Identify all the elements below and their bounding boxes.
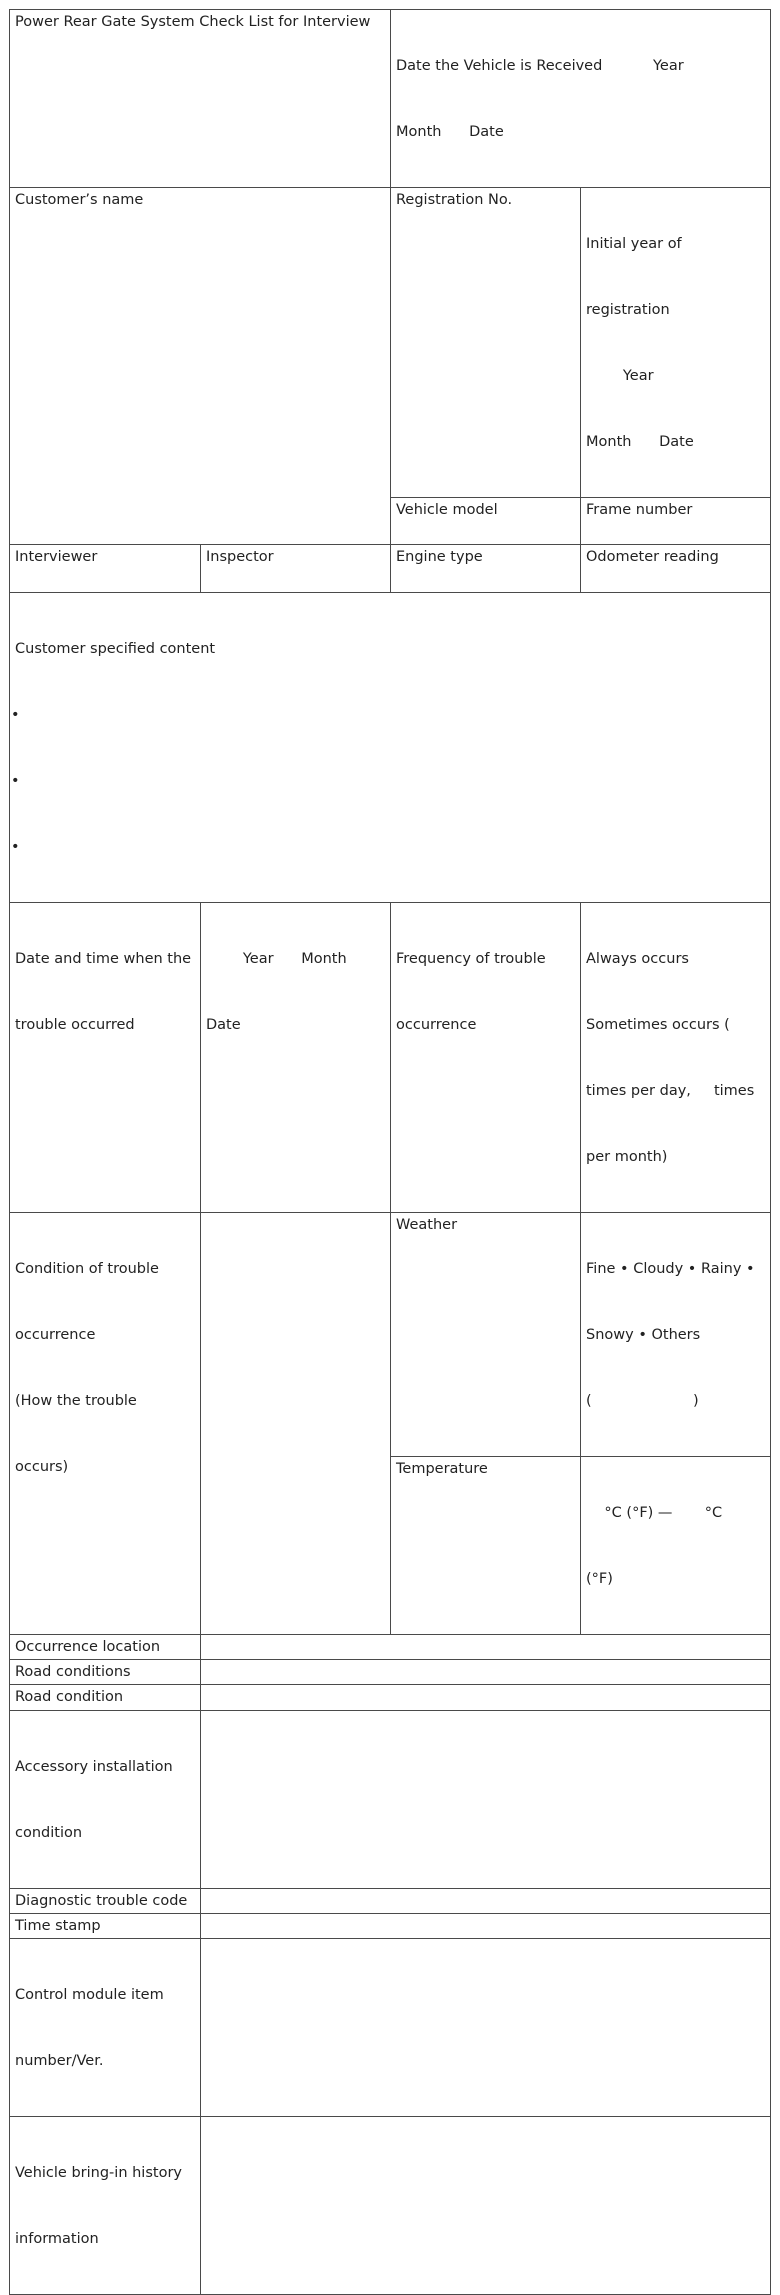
odometer-field[interactable]: Odometer reading (581, 545, 771, 593)
road-condition-field[interactable] (201, 1685, 771, 1711)
trouble-date-label-line-1: Date and time when the (15, 951, 192, 967)
time-stamp-field[interactable] (201, 1914, 771, 1939)
date-received-cell (391, 10, 771, 188)
bullet-1 (11, 704, 765, 726)
bullet-3 (11, 836, 765, 858)
interviewer-field[interactable]: Interviewer (10, 545, 201, 593)
condition-label-line-3: (How the trouble (15, 1393, 137, 1409)
condition-label-line-4: occurs) (15, 1459, 69, 1475)
frequency-label (391, 903, 581, 1213)
condition-field[interactable] (201, 1213, 391, 1635)
trouble-date-label (10, 903, 201, 1213)
weather-line-3: ( ) (586, 1393, 699, 1409)
initial-year-field[interactable] (581, 188, 771, 498)
dtc-field[interactable] (201, 1889, 771, 1914)
occurrence-location-label: Occurrence location (10, 1635, 201, 1660)
condition-label-line-2: occurrence (15, 1327, 96, 1343)
frequency-line-1: Always occurs (586, 951, 689, 967)
check-list-form (9, 9, 771, 2295)
trouble-date-field[interactable] (201, 903, 391, 1213)
bullet-2 (11, 770, 765, 792)
accessory-label-line-2: condition (15, 1825, 83, 1841)
frame-number-field[interactable]: Frame number (581, 498, 771, 545)
frequency-label-line-1: Frequency of trouble (396, 951, 546, 967)
date-received-line-2: Month Date (396, 124, 504, 140)
customer-name-field[interactable]: Customer’s name (10, 188, 391, 545)
temperature-line-2: (°F) (586, 1571, 613, 1587)
initial-year-line-1: Initial year of (586, 236, 682, 252)
frequency-line-3: times per day, times (586, 1083, 755, 1099)
trouble-date-label-line-2: trouble occurred (15, 1017, 135, 1033)
weather-field[interactable] (581, 1213, 771, 1457)
road-conditions-label: Road conditions (10, 1660, 201, 1685)
condition-label-line-1: Condition of trouble (15, 1261, 159, 1277)
temperature-label: Temperature (391, 1457, 581, 1635)
frequency-label-line-2: occurrence (396, 1017, 477, 1033)
control-module-label-line-2: number/Ver. (15, 2053, 104, 2069)
inspector-field[interactable]: Inspector (201, 545, 391, 593)
bring-in-history-field[interactable] (201, 2117, 771, 2295)
accessory-field[interactable] (201, 1711, 771, 1889)
initial-year-line-3: Year (586, 368, 654, 384)
frequency-line-2: Sometimes occurs ( (586, 1017, 730, 1033)
date-received-line-1: Date the Vehicle is Received Year (396, 58, 684, 74)
bring-in-history-label-line-1: Vehicle bring-in history (15, 2165, 182, 2181)
accessory-label-line-1: Accessory installation (15, 1759, 173, 1775)
vehicle-model-field[interactable]: Vehicle model (391, 498, 581, 545)
weather-line-1: Fine • Cloudy • Rainy • (586, 1261, 755, 1277)
occurrence-location-field[interactable] (201, 1635, 771, 1660)
temperature-line-1: °C (°F) — °C (586, 1505, 723, 1521)
frequency-field[interactable] (581, 903, 771, 1213)
registration-no-field[interactable]: Registration No. (391, 188, 581, 498)
temperature-field[interactable] (581, 1457, 771, 1635)
customer-content-label: Customer specified content (15, 641, 216, 657)
bring-in-history-label-line-2: information (15, 2231, 99, 2247)
condition-label (10, 1213, 201, 1635)
bring-in-history-label (10, 2117, 201, 2295)
control-module-field[interactable] (201, 1939, 771, 2117)
initial-year-line-4: Month Date (586, 434, 694, 450)
road-conditions-field[interactable] (201, 1660, 771, 1685)
trouble-date-line-1: Year Month (206, 951, 347, 967)
accessory-label (10, 1711, 201, 1889)
frequency-line-4: per month) (586, 1149, 668, 1165)
weather-line-2: Snowy • Others (586, 1327, 701, 1343)
initial-year-line-2: registration (586, 302, 670, 318)
customer-content-field[interactable] (10, 593, 771, 903)
control-module-label (10, 1939, 201, 2117)
dtc-label: Diagnostic trouble code (10, 1889, 201, 1914)
form-title: Power Rear Gate System Check List for Interview (10, 10, 391, 188)
trouble-date-line-2: Date (206, 1017, 241, 1033)
engine-type-field[interactable]: Engine type (391, 545, 581, 593)
control-module-label-line-1: Control module item (15, 1987, 164, 2003)
weather-label: Weather (391, 1213, 581, 1457)
time-stamp-label: Time stamp (10, 1914, 201, 1939)
road-condition-label: Road condition (10, 1685, 201, 1711)
